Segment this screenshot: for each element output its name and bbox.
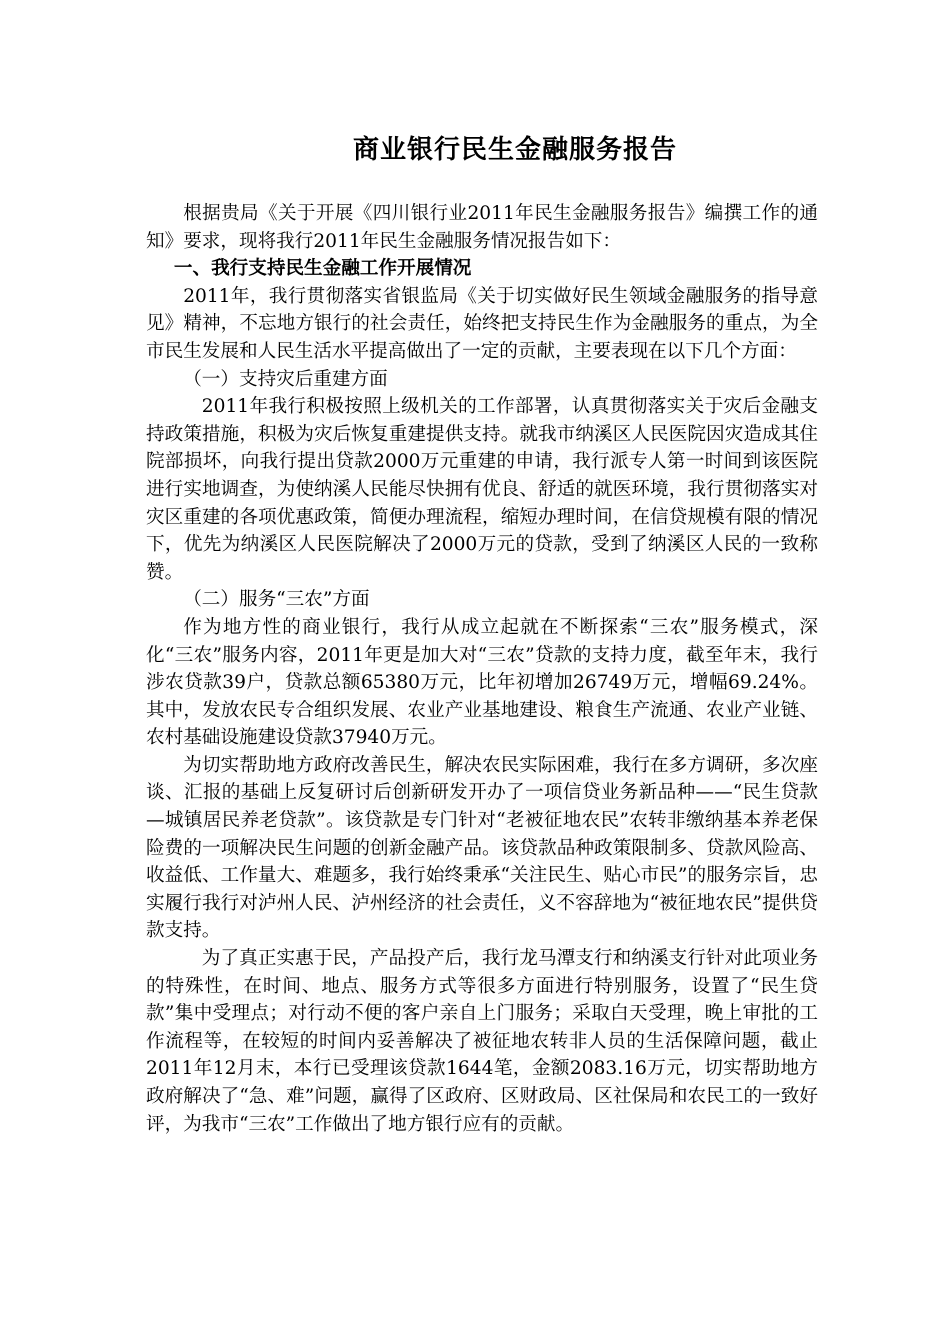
intro-paragraph: 根据贵局《关于开展《四川银行业2011年民生金融服务报告》编撰工作的通知》要求，现将我行2011年民生金融服务情况报告如下： [146, 203, 818, 252]
agriculture-paragraph-1: 作为地方性的商业银行，我行从成立起就在不断探索“三农”服务模式，深化“三农”服务内容，2011年更是加大对“三农”贷款的支持力度，截至年末，我行涉农贷款39户，贷款总额65380万元，比年初增加26749万元，增幅69.24%。其中，发放农民专合组织发展、农业产业基地建设、粮食生产流通、农业产业链、农村基础设施建设贷款37940万元。 [146, 616, 818, 749]
document-body [146, 200, 818, 1138]
subsection-heading-2: （二）服务“三农”方面 [183, 589, 370, 611]
agriculture-paragraph-3: 为了真正实惠于民，产品投产后，我行龙马潭支行和纳溪支行针对此项业务的特殊性，在时间、地点、服务方式等很多方面进行特别服务，设置了“民生贷款”集中受理点；对行动不便的客户亲自上门服务；采取白天受理，晚上审批的工作流程等，在较短的时间内妥善解决了被征地农转非人员的生活保障问题，截止2011年12月末，本行已受理该贷款1644笔，金额2083.16万元，切实帮助地方政府解决了“急、难”问题，赢得了区政府、区财政局、区社保局和农民工的一致好评，为我市“三农”工作做出了地方银行应有的贡献。 [146, 948, 818, 1135]
agriculture-paragraph-2: 为切实帮助地方政府改善民生，解决农民实际困难，我行在多方调研，多次座谈、汇报的基础上反复研讨后创新研发开办了一项信贷业务新品种——“民生贷款—城镇居民养老贷款”。该贷款是专门针对“老被征地农民”农转非缴纳基本养老保险费的一项解决民生问题的创新金融产品。该贷款品种政策限制多、贷款风险高、收益低、工作量大、难题多，我行始终秉承“关注民生、贴心市民”的服务宗旨，忠实履行我行对泸州人民、泸州经济的社会责任，义不容辞地为“被征地农民”提供贷款支持。 [146, 754, 818, 942]
section-1-intro-paragraph: 2011年，我行贯彻落实省银监局《关于切实做好民生领域金融服务的指导意见》精神，不忘地方银行的社会责任，始终把支持民生作为金融服务的重点，为全市民生发展和人民生活水平提高做出了一定的贡献，主要表现在以下几个方面： [146, 285, 818, 362]
subsection-heading-1: （一）支持灾后重建方面 [183, 368, 388, 390]
section-heading-1: 一、我行支持民生金融工作开展情况 [173, 258, 472, 280]
reconstruction-paragraph: 2011年我行积极按照上级机关的工作部署，认真贯彻落实关于灾后金融支持政策措施，积极为灾后恢复重建提供支持。就我市纳溪区人民医院因灾造成其住院部损坏，向我行提出贷款2000万元重建的申请，我行派专人第一时间到该医院进行实地调查，为使纳溪人民能尽快拥有优良、舒适的就医环境，我行贯彻落实对灾区重建的各项优惠政策，简便办理流程，缩短办理时间，在信贷规模有限的情况下，优先为纳溪区人民医院解决了2000万元的贷款，受到了纳溪区人民的一致称赞。 [146, 396, 818, 583]
document-title: 商业银行民生金融服务报告 [352, 135, 677, 165]
